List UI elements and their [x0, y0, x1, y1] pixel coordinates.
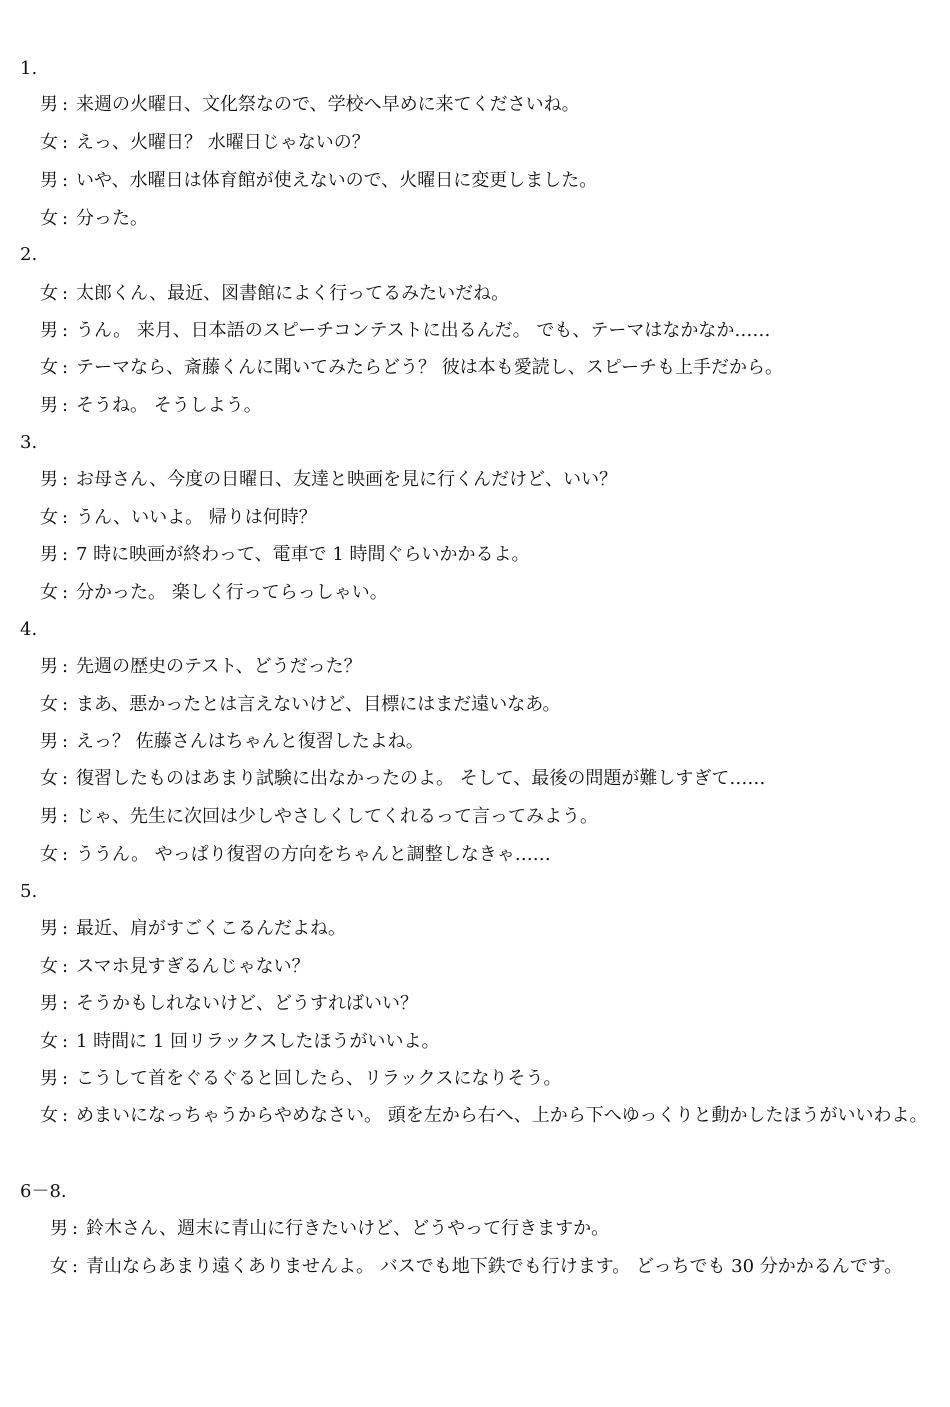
speaker-label: 女: [40, 208, 58, 229]
dialogue-text: テーマなら、斎藤くんに聞いてみたらどう？ 彼は本も愛読し、スピーチも上手だから。: [76, 357, 783, 378]
speaker-label: 男: [40, 1068, 58, 1089]
speaker-label: 女: [40, 956, 58, 977]
transcript-document: 1. 男 : 来週の火曜日、文化祭なので、学校へ早めに来てくださいね。 女 : えっ、火曜日？ 水曜日じゃないの？ 男 : いや、水曜日は体育館が使えないので、火曜日に変更しました。 女 : 分った。 2. 女 : 太郎くん、最近、図書館によく行ってるみたいだね。 男 : うん。 来月、日本語のスピーチコンテストに出るんだ。 でも、テーマはなかなか…… 女 : テーマなら、斎藤くんに聞いてみたらどう？ 彼は本も愛読し、スピーチも上手だから。 男 : そうね。 そうしよう。 3. 男 : お母さん、今度の日曜日、友達と映画を見に行くんだけど、いい？ 女 : うん、いいよ。 帰りは何時？ 男 : 7 時に映画が終わって、電車で 1 時間ぐらいかかるよ。 女 : 分かった。 楽しく行ってらっしゃい。 4. 男 : 先週の歴史のテスト、どうだった？ 女 : まあ、悪かったとは言えないけど、目標にはまだ遠いなあ。 男 : えっ？ 佐藤さんはちゃんと復習したよね。 女 : 復習したものはあまり試験に出なかったのよ。 そして、最後の問題が難しすぎて…… 男 : じゃ、先生に次回は少しやさしくしてくれるって言ってみよう。 女 : ううん。 やっぱり復習の方向をちゃんと調整しなきゃ…… 5. 男 : 最近、肩がすごくこるんだよね。 女 : スマホ見すぎるんじゃない？ 男 : そうかもしれないけど、どうすればいい？ 女 : 1 時間に 1 回リラックスしたほうがいいよ。 男 : こうして首をぐるぐると回したら、リラックスになりそう。 女 : めまいになっちゃうからやめなさい。 頭を左から右へ、上から下へゆっくりと動かしたほうがいいわよ。 6－8. 男 : 鈴木さん、週末に青山に行きたいけど、どうやって行きますか。 女 : 青山ならあまり遠くありませんよ。 バスでも地下鉄でも行けます。 どっちでも 30 分かかるんです。: [0, 0, 950, 1337]
dialogue-text: こうして首をぐるぐると回したら、リラックスになりそう。: [76, 1068, 562, 1089]
dialogue-text: 7 時に映画が終わって、電車で 1 時間ぐらいかかるよ。: [76, 544, 530, 565]
speaker-label: 男: [40, 469, 58, 490]
speaker-label: 男: [40, 395, 58, 416]
section-number: 5.: [20, 881, 38, 902]
speaker-label: 男: [40, 544, 58, 565]
dialogue-text: スマホ見すぎるんじゃない？: [76, 956, 310, 977]
dialogue-text: お母さん、今度の日曜日、友達と映画を見に行くんだけど、いい？: [76, 469, 618, 490]
dialogue-text: えっ？ 佐藤さんはちゃんと復習したよね。: [76, 731, 424, 752]
speaker-label: 男: [40, 731, 58, 752]
dialogue-text: うん、いいよ。 帰りは何時？: [76, 507, 317, 528]
speaker-label: 女: [40, 582, 58, 603]
speaker-label: 男: [50, 1218, 68, 1239]
dialogue-text: そうかもしれないけど、どうすればいい？: [76, 993, 418, 1014]
section-number: 2.: [20, 244, 38, 265]
speaker-label: 男: [40, 94, 58, 115]
dialogue-text: めまいになっちゃうからやめなさい。 頭を左から右へ、上から下へゆっくりと動かしたほうがいいわよ。: [76, 1105, 928, 1126]
dialogue-text: 来週の火曜日、文化祭なので、学校へ早めに来てくださいね。: [76, 94, 580, 115]
speaker-label: 女: [40, 132, 58, 153]
dialogue-text: 青山ならあまり遠くありませんよ。 バスでも地下鉄でも行けます。 どっちでも 30 分かかるんです。: [86, 1256, 903, 1277]
speaker-label: 女: [40, 1105, 58, 1126]
section-number: 1.: [20, 58, 38, 79]
dialogue-text: 鈴木さん、週末に青山に行きたいけど、どうやって行きますか。: [86, 1218, 610, 1239]
speaker-label: 男: [40, 656, 58, 677]
speaker-label: 女: [40, 283, 58, 304]
dialogue-text: 分った。: [76, 208, 148, 229]
dialogue-text: うん。 来月、日本語のスピーチコンテストに出るんだ。 でも、テーマはなかなか……: [76, 320, 771, 341]
speaker-label: 男: [40, 320, 58, 341]
dialogue-text: 復習したものはあまり試験に出なかったのよ。 そして、最後の問題が難しすぎて……: [76, 768, 766, 789]
dialogue-text: じゃ、先生に次回は少しやさしくしてくれるって言ってみよう。: [76, 806, 598, 827]
speaker-label: 男: [40, 918, 58, 939]
dialogue-text: えっ、火曜日？ 水曜日じゃないの？: [76, 132, 370, 153]
speaker-label: 女: [40, 768, 58, 789]
dialogue-text: ううん。 やっぱり復習の方向をちゃんと調整しなきゃ……: [76, 844, 551, 865]
dialogue-text: 先週の歴史のテスト、どうだった？: [76, 656, 362, 677]
dialogue-text: いや、水曜日は体育館が使えないので、火曜日に変更しました。: [76, 170, 598, 191]
speaker-label: 女: [40, 1031, 58, 1052]
section-number: 3.: [20, 432, 38, 453]
dialogue-text: そうね。 そうしよう。: [76, 395, 262, 416]
dialogue-text: まあ、悪かったとは言えないけど、目標にはまだ遠いなあ。: [76, 694, 561, 715]
section-number: 6－8.: [20, 1181, 67, 1202]
dialogue-text: 1 時間に 1 回リラックスしたほうがいいよ。: [76, 1031, 440, 1052]
dialogue-text: 最近、肩がすごくこるんだよね。: [76, 918, 346, 939]
speaker-label: 女: [40, 357, 58, 378]
speaker-label: 女: [40, 844, 58, 865]
speaker-label: 男: [40, 806, 58, 827]
dialogue-text: 太郎くん、最近、図書館によく行ってるみたいだね。: [76, 283, 510, 304]
speaker-label: 男: [40, 993, 58, 1014]
speaker-label: 女: [50, 1256, 68, 1277]
dialogue-text: 分かった。 楽しく行ってらっしゃい。: [76, 582, 388, 603]
section-number: 4.: [20, 619, 38, 640]
speaker-label: 女: [40, 694, 58, 715]
speaker-label: 女: [40, 507, 58, 528]
speaker-label: 男: [40, 170, 58, 191]
